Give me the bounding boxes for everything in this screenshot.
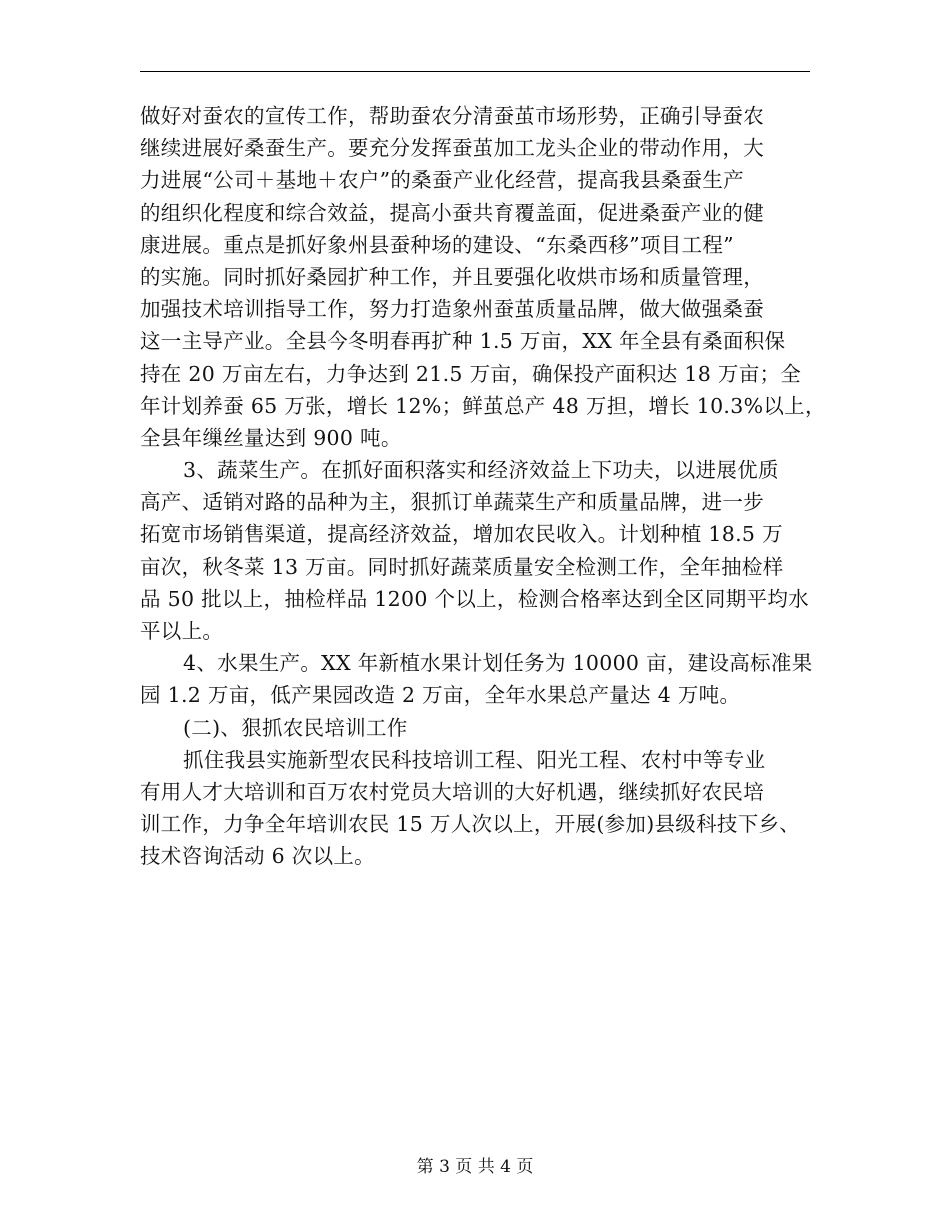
body-text-line: 做好对蚕农的宣传工作，帮助蚕农分清蚕茧市场形势，正确引导蚕农 <box>140 104 764 128</box>
body-text-line: 力进展“公司＋基地＋农户”的桑蚕产业化经营，提高我县桑蚕生产 <box>140 168 744 193</box>
body-text-line: 品 50 批以上，抽检样品 1200 个以上，检测合格率达到全区同期平均水 <box>140 586 809 611</box>
body-text-line: 拓宽市场销售渠道，提高经济效益，增加农民收入。计划种植 18.5 万 <box>140 522 783 547</box>
paragraph-first-line: 抓住我县实施新型农民科技培训工程、阳光工程、农村中等专业 <box>183 747 766 772</box>
body-text-line: 的组织化程度和综合效益，提高小蚕共育覆盖面，促进桑蚕产业的健 <box>140 200 764 225</box>
body-text-line: 康进展。重点是抓好象州县蚕种场的建设、“东桑西移”项目工程” <box>140 232 734 257</box>
body-text-line: 继续进展好桑蚕生产。要充分发挥蚕茧加工龙头企业的带动作用，大 <box>140 136 764 161</box>
body-text-line: 园 1.2 万亩，低产果园改造 2 万亩，全年水果总产量达 4 万吨。 <box>140 683 741 708</box>
body-text-line: 高产、适销对路的品种为主，狠抓订单蔬菜生产和质量品牌，进一步 <box>140 490 764 515</box>
page-footer: 第 3 页 共 4 页 <box>416 1157 534 1177</box>
body-text-line: 的实施。同时抓好桑园扩种工作，并且要强化收烘市场和质量管理， <box>140 264 764 289</box>
body-text-line: 技术咨询活动 6 次以上。 <box>140 844 375 869</box>
paragraph-first-line: 4、水果生产。XX 年新植水果计划任务为 10000 亩，建设高标准果 <box>183 651 813 676</box>
body-text-line: 持在 20 万亩左右，力争达到 21.5 万亩，确保投产面积达 18 万亩；全 <box>140 361 802 386</box>
body-text-line: 全县年缫丝量达到 900 吨。 <box>140 425 402 450</box>
document-body <box>140 100 826 873</box>
body-text-line: 亩次，秋冬菜 13 万亩。同时抓好蔬菜质量安全检测工作，全年抽检样 <box>140 554 784 579</box>
body-text-line: 平以上。 <box>140 619 224 643</box>
body-text-line: 加强技术培训指导工作，努力打造象州蚕茧质量品牌，做大做强桑蚕 <box>140 297 764 322</box>
body-text-line: 训工作，力争全年培训农民 15 万人次以上，开展(参加)县级科技下乡、 <box>140 812 801 837</box>
body-text-line: 有用人才大培训和百万农村党员大培训的大好机遇，继续抓好农民培 <box>140 779 764 804</box>
body-text-line: 年计划养蚕 65 万张，增长 12%；鲜茧总产 48 万担，增长 10.3%以上， <box>140 393 826 418</box>
body-text-line: 这一主导产业。全县今冬明春再扩种 1.5 万亩，XX 年全县有桑面积保 <box>140 329 786 354</box>
paragraph-first-line: 3、蔬菜生产。在抓好面积落实和经济效益上下功夫，以进展优质 <box>183 458 779 483</box>
header-rule <box>140 71 810 72</box>
paragraph-first-line: (二)、狠抓农民培训工作 <box>183 715 408 740</box>
